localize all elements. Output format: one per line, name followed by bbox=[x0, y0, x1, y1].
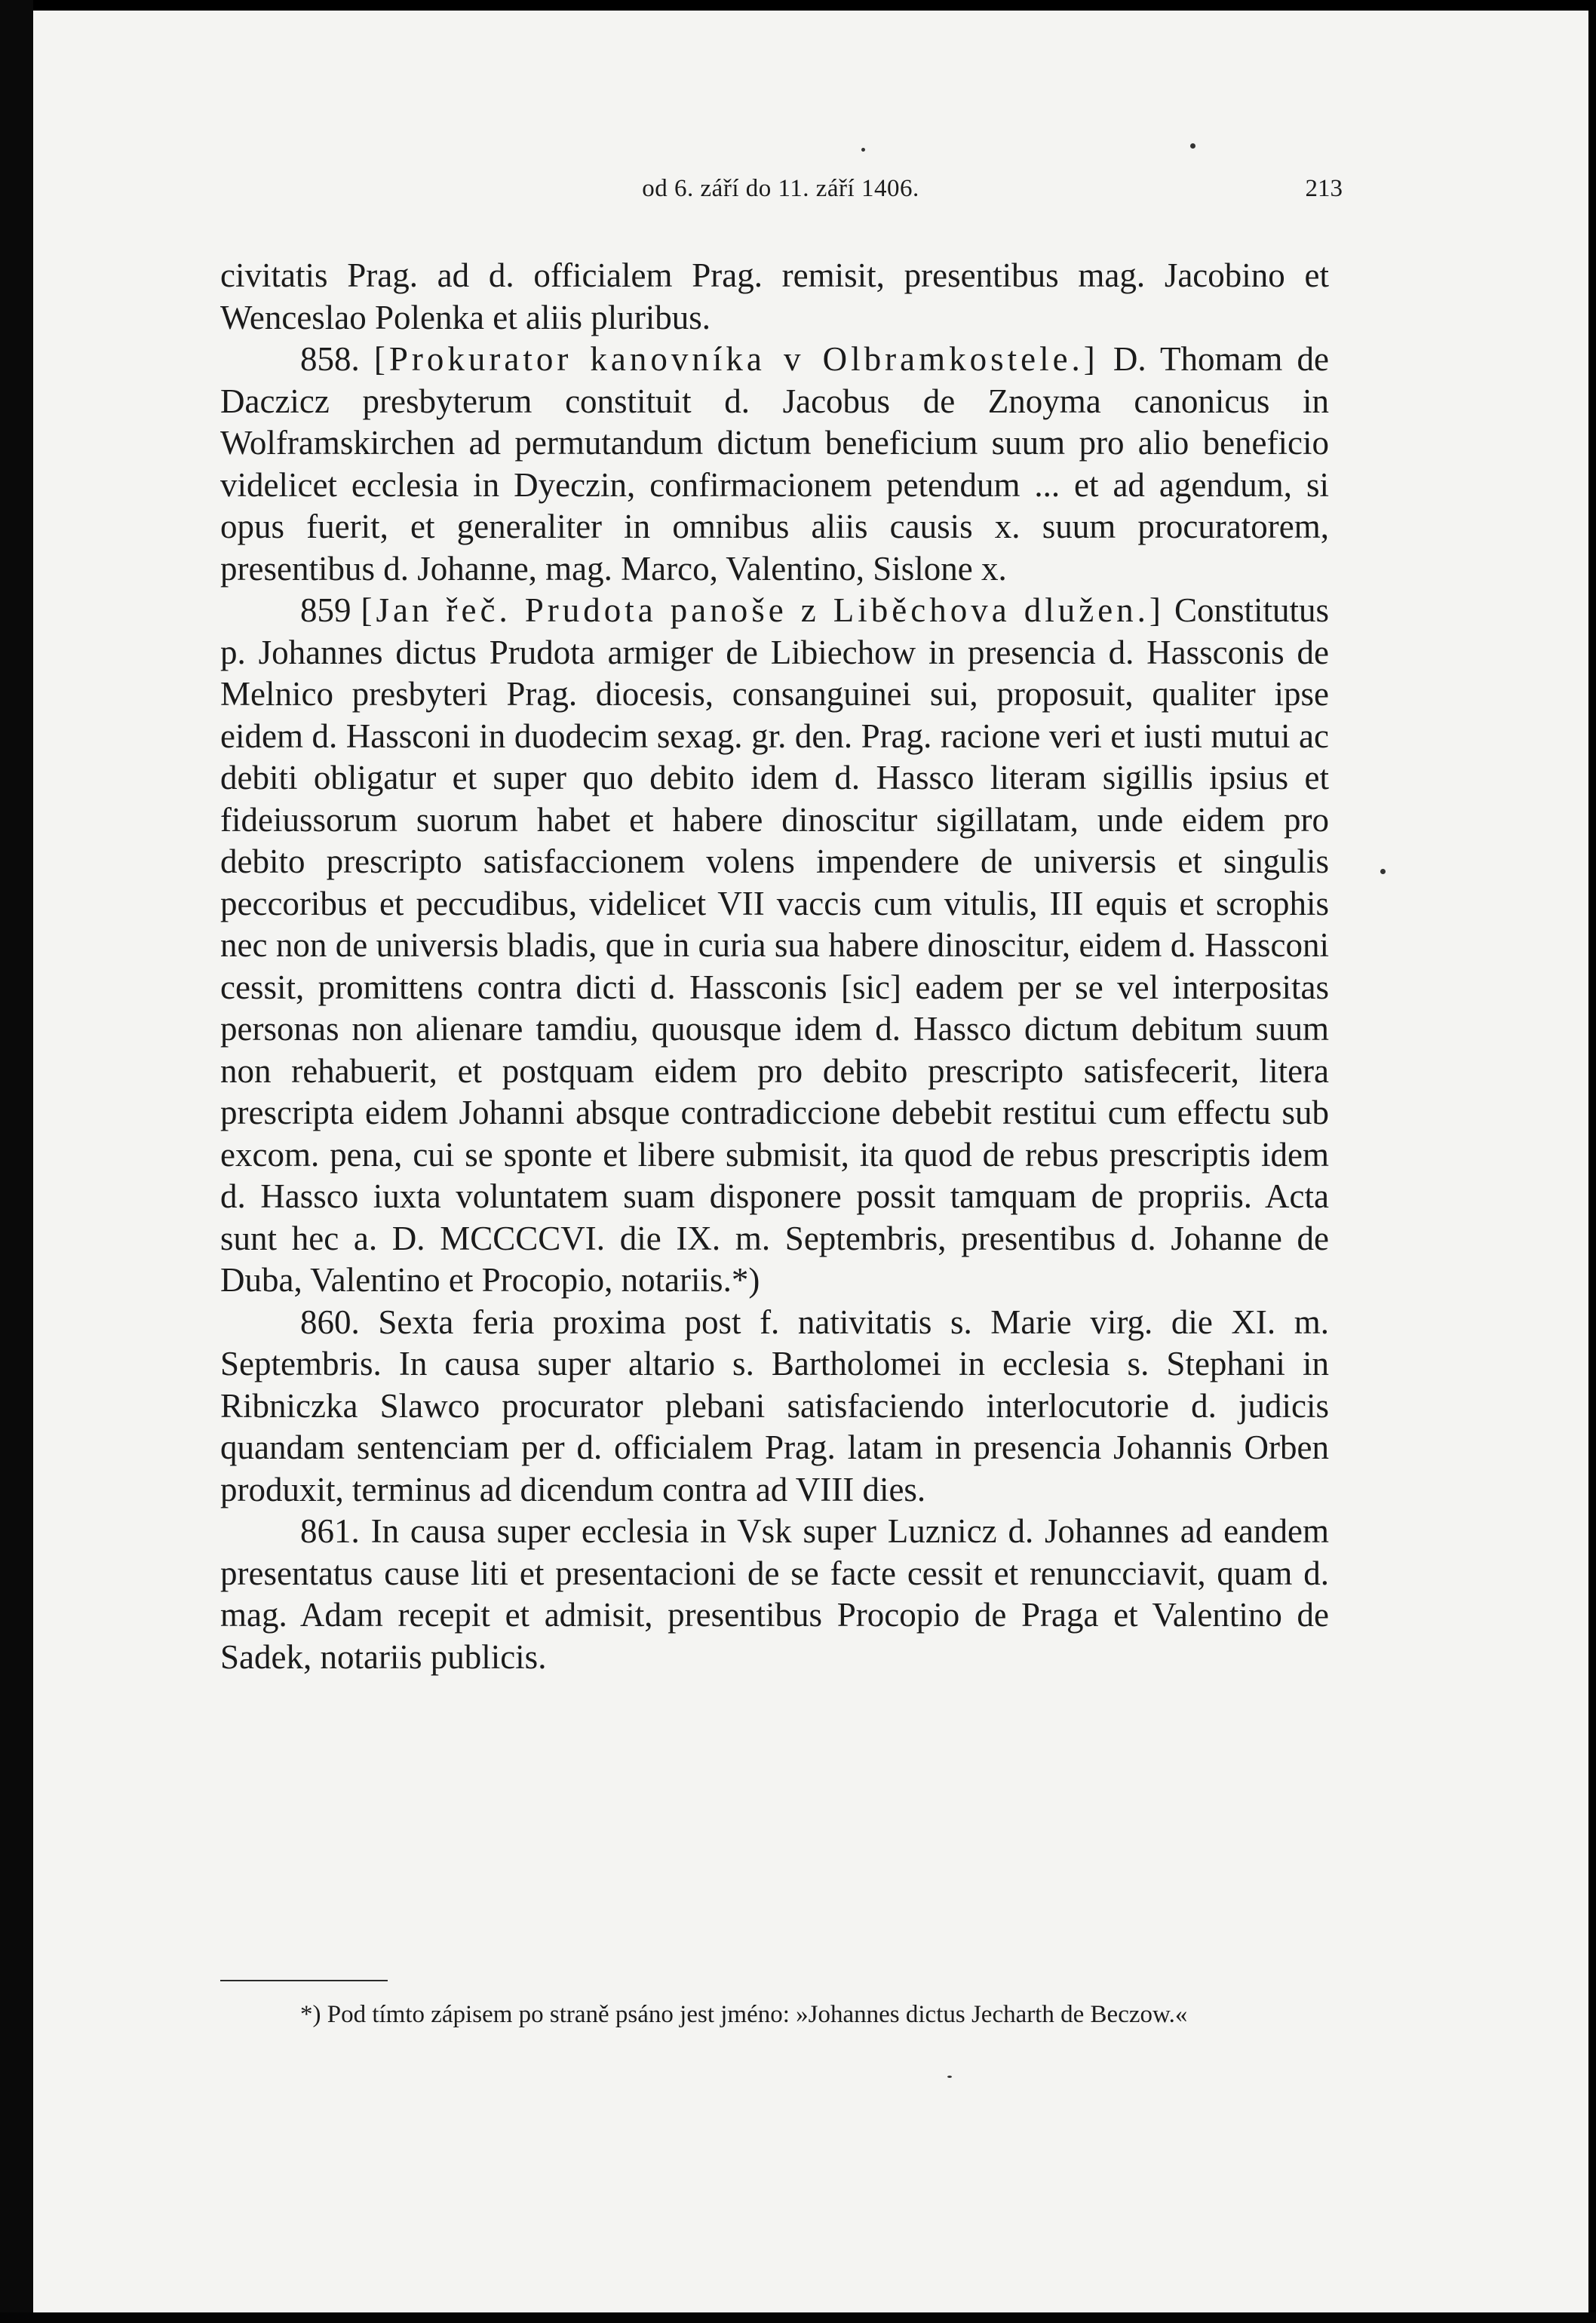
entry-number: 858. bbox=[300, 340, 360, 378]
running-head: od 6. září do 11. září 1406. bbox=[642, 175, 919, 202]
entry-text: Constitutus p. Johannes dictus Prudota armiger de Libiechow in presencia d. Hassconis de Melnico presbyteri Prag. diocesis, consanguinei sui, proposuit, qualiter ipse eidem d. Hassconi in duodecim sexag. gr. den. Prag. racione veri et iusti mutui ac debiti obligatur et super quo debito idem d. Hassco literam sigillis ipsius et fideiussorum suorum habet et habere dinoscitur sigillatam, unde eidem pro debito prescripto satisfaccionem volens impendere de universis et singulis peccoribus et peccudibus, videlicet VII vaccis cum vitulis, III equis et scrophis nec non de universis bladis, que in curia sua habere dinoscitur, eidem d. Hassconi cessit, promittens contra dicti d. Hassconis [sic] eadem per se vel interpositas personas non alienare tamdiu, quousque idem d. Hassco dictum debitum suum non rehabuerit, et postquam eidem pro debito prescripto satisfecerit, litera prescripta eidem Johanni absque contradiccione debebit restitui cum effectu sub excom. pena, cui se sponte et libere submisit, ita quod de rebus prescriptis idem d. Hassco iuxta voluntatem suam disponere possit tamquam de propriis. Acta sunt hec a. D. MCCCCVI. die IX. m. Septembris, presentibus d. Johanne de Duba, Valentino et Procopio, notariis.*) bbox=[220, 591, 1330, 1299]
entry-860 bbox=[220, 1302, 1329, 1511]
entry-858 bbox=[220, 339, 1329, 590]
scan-speck bbox=[861, 148, 865, 152]
entry-text: Sexta feria proxima post f. nativitatis s. Marie virg. die XI. m. Septembris. In causa super altario s. Bartholomei in ecclesia s. Stephani in Ribniczka Slawco procurator plebani satisfaciendo interlocutorie d. judicis quandam sentenciam per d. officialem Prag. latam in presencia Johannis Orben produxit, terminus ad dicendum contra ad VIII dies. bbox=[220, 1303, 1329, 1508]
entry-859 bbox=[220, 590, 1329, 1302]
scan-bottom-edge bbox=[0, 2312, 1596, 2323]
entry-heading: [Jan řeč. Prudota panoše z Liběchova dlužen.] bbox=[361, 591, 1165, 629]
entry-text: In causa super ecclesia in Vsk super Luznicz d. Johannes ad eandem presentatus cause liti et presentacioni de se facte cessit et renuncciavit, quam d. mag. Adam recepit et admisit, presentibus Procopio de Praga et Valentino de Sadek, notariis publicis. bbox=[220, 1512, 1330, 1676]
footnote-divider bbox=[220, 1980, 388, 1981]
entry-861 bbox=[220, 1511, 1329, 1678]
continuation-paragraph: civitatis Prag. ad d. officialem Prag. remisit, presentibus mag. Jacobino et Wenceslao Polenka et aliis pluribus. bbox=[220, 256, 1329, 336]
scan-speck bbox=[1380, 869, 1386, 874]
entry-number: 860. bbox=[300, 1303, 360, 1341]
scan-speck bbox=[1190, 143, 1195, 149]
main-text bbox=[220, 255, 1329, 1678]
page-header bbox=[219, 175, 1343, 213]
entry-number: 859 bbox=[300, 591, 351, 629]
scan-left-edge bbox=[0, 0, 33, 2323]
scan-speck bbox=[947, 2076, 952, 2078]
page-number: 213 bbox=[1305, 175, 1343, 202]
entry-number: 861. bbox=[300, 1512, 360, 1550]
footnote: *) Pod tímto zápisem po straně psáno jest jméno: »Johannes dictus Jecharth de Beczow.« bbox=[300, 2001, 1188, 2028]
entry-text: D. Thomam de Daczicz presbyterum constituit d. Jacobus de Znoyma canonicus in Wolframskirchen ad permutandum dictum beneficium suum pro alio beneficio videlicet ecclesia in Dyeczin, confirmacionem petendum ... et ad agendum, si opus fuerit, et generaliter in omnibus aliis causis x. suum procuratorem, presentibus d. Johanne, mag. Marco, Valentino, Sislone x. bbox=[220, 340, 1330, 588]
entry-heading: [Prokurator kanovníka v Olbramkostele.] bbox=[373, 340, 1099, 378]
